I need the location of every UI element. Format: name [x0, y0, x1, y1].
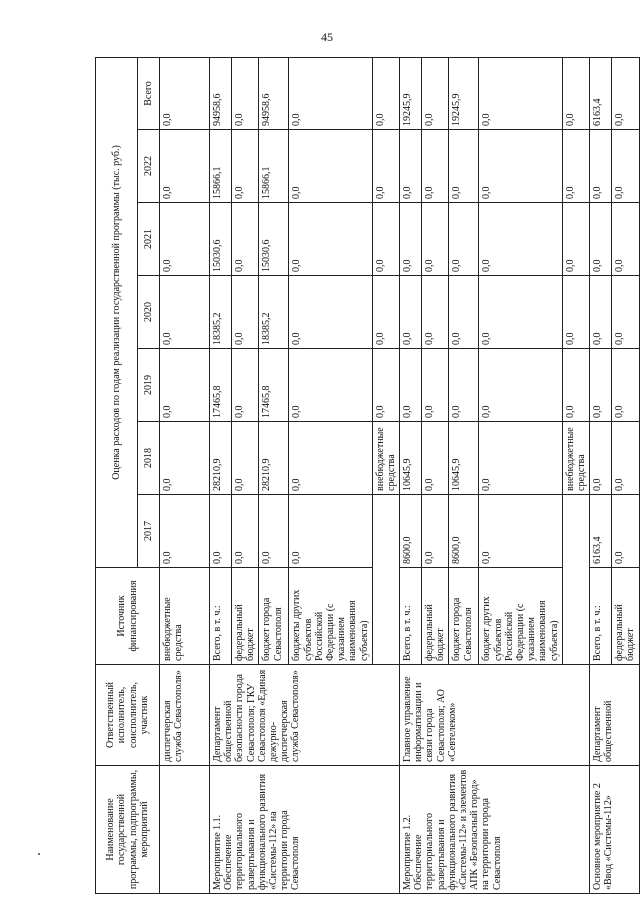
table-row	[160, 57, 210, 893]
cell-source: бюджет города Севастополя	[449, 568, 479, 665]
cell-source: внебюджетные средства	[372, 422, 399, 495]
cell-value: 17465,8	[210, 349, 232, 422]
cell-source: внебюджетные средства	[160, 568, 210, 665]
cell-value: 0,0	[160, 130, 210, 203]
cell-value: 0,0	[590, 203, 612, 276]
cell-value: 15030,6	[210, 203, 232, 276]
cell-value: 0,0	[160, 349, 210, 422]
cell-value: 0,0	[232, 422, 259, 495]
header-name: Наименование государственной программы, подпрограммы, мероприятий	[96, 766, 160, 894]
header-year: 2022	[138, 130, 160, 203]
cell-value: 0,0	[289, 203, 372, 276]
cell-value: 0,0	[422, 495, 449, 568]
rotated-table-area	[95, 58, 637, 894]
cell-value: 0,0	[612, 276, 639, 349]
cell-value: 0,0	[289, 57, 372, 129]
funding-table	[95, 57, 640, 894]
cell-empty	[562, 495, 589, 665]
page-number: 45	[321, 30, 333, 44]
cell-source: бюджет города Севастополя	[259, 568, 289, 665]
cell-value: 0,0	[562, 57, 589, 129]
cell-value: 0,0	[590, 422, 612, 495]
cell-value: 0,0	[590, 276, 612, 349]
cell-value: 15866,1	[210, 130, 232, 203]
cell-source: бюджет других субъектов Российской Федерации (с указанием наименования субъекта)	[479, 568, 562, 665]
cell-value: 94958,6	[259, 57, 289, 129]
cell-value: 0,0	[422, 57, 449, 129]
cell-value: 0,0	[562, 130, 589, 203]
cell-name: Основное мероприятие 2 «Ввод «Системы-112»	[590, 766, 639, 894]
cell-value: 0,0	[210, 495, 232, 568]
table-row	[210, 57, 232, 893]
cell-value: 0,0	[232, 203, 259, 276]
cell-value: 28210,9	[210, 422, 232, 495]
cell-value: 0,0	[422, 130, 449, 203]
cell-value: 0,0	[422, 203, 449, 276]
header-year: 2018	[138, 422, 160, 495]
cell-value: 0,0	[479, 349, 562, 422]
cell-value: 0,0	[590, 349, 612, 422]
cell-empty	[372, 495, 399, 665]
cell-value: 0,0	[479, 203, 562, 276]
cell-value: 0,0	[289, 349, 372, 422]
cell-value: 0,0	[590, 130, 612, 203]
cell-source: федеральный бюджет	[612, 568, 639, 665]
cell-value: 0,0	[160, 495, 210, 568]
cell-value: 0,0	[400, 130, 422, 203]
cell-value: 0,0	[160, 57, 210, 129]
cell-value: 15030,6	[259, 203, 289, 276]
cell-value: 0,0	[160, 276, 210, 349]
cell-value: 0,0	[479, 422, 562, 495]
cell-value: 0,0	[289, 130, 372, 203]
cell-value: 0,0	[232, 130, 259, 203]
cell-source: внебюджетные средства	[562, 422, 589, 495]
cell-value: 0,0	[400, 203, 422, 276]
cell-value: 19245,9	[400, 57, 422, 129]
cell-value: 0,0	[422, 349, 449, 422]
cell-value: 0,0	[612, 349, 639, 422]
cell-value: 0,0	[562, 276, 589, 349]
cell-value: 8600,0	[449, 495, 479, 568]
cell-value: 0,0	[612, 422, 639, 495]
cell-value: 0,0	[372, 276, 399, 349]
rotated-table-container	[95, 58, 637, 894]
cell-value: 0,0	[562, 203, 589, 276]
cell-source: федеральный бюджет	[232, 568, 259, 665]
header-year: 2019	[138, 349, 160, 422]
header-total: Всего	[138, 57, 160, 129]
cell-value: 0,0	[289, 422, 372, 495]
cell-value: 15866,1	[259, 130, 289, 203]
cell-value: 0,0	[449, 349, 479, 422]
cell-source: Всего, в т. ч.:	[210, 568, 232, 665]
cell-value: 0,0	[232, 495, 259, 568]
header-responsible: Ответственный исполнитель, соисполнитель, участник	[96, 665, 160, 766]
cell-value: 17465,8	[259, 349, 289, 422]
table-row	[400, 57, 422, 893]
cell-value: 6163,4	[590, 495, 612, 568]
cell-value: 6163,4	[590, 57, 612, 129]
cell-name: Мероприятие 1.2. Обеспечение территориального развертывания и функционального развития «Системы-112» и элементов АПК «Безопасный город» на территории города Севастополя	[400, 766, 590, 894]
cell-value: 0,0	[612, 57, 639, 129]
cell-value: 0,0	[400, 276, 422, 349]
header-year: 2020	[138, 276, 160, 349]
table-row	[590, 57, 612, 893]
cell-value: 0,0	[479, 130, 562, 203]
scan-speck	[38, 853, 40, 855]
header-year: 2017	[138, 495, 160, 568]
cell-value: 0,0	[479, 57, 562, 129]
cell-value: 18385,2	[210, 276, 232, 349]
cell-value: 0,0	[479, 276, 562, 349]
cell-value: 0,0	[160, 422, 210, 495]
cell-value: 8600,0	[400, 495, 422, 568]
cell-value: 0,0	[232, 349, 259, 422]
cell-value: 0,0	[289, 495, 372, 568]
cell-value: 0,0	[289, 276, 372, 349]
cell-value: 0,0	[449, 130, 479, 203]
cell-responsible: Департамент общественной	[590, 665, 639, 766]
cell-value: 0,0	[612, 495, 639, 568]
cell-name	[160, 766, 210, 894]
cell-value: 0,0	[372, 57, 399, 129]
cell-source: Всего, в т. ч.:	[590, 568, 612, 665]
cell-value: 0,0	[449, 203, 479, 276]
cell-value: 10645,9	[400, 422, 422, 495]
cell-value: 10645,9	[449, 422, 479, 495]
cell-value: 0,0	[372, 349, 399, 422]
cell-value: 0,0	[562, 349, 589, 422]
cell-responsible: Главное управление информатизации и связи города Севастополя; АО «Севтелеком»	[400, 665, 590, 766]
cell-name: Мероприятие 1.1. Обеспечение территориального развертывания и функционального развития «Системы-112» на территории города Севастополя	[210, 766, 400, 894]
cell-responsible: диспетчерская служба Севастополя»	[160, 665, 210, 766]
cell-value: 0,0	[479, 495, 562, 568]
header-estimate: Оценка расходов по годам реализации государственной программы (тыс. руб.)	[96, 57, 138, 567]
cell-value: 19245,9	[449, 57, 479, 129]
cell-value: 0,0	[160, 203, 210, 276]
cell-value: 0,0	[232, 57, 259, 129]
cell-responsible: Департамент общественной безопасности города Севастополя; ГКУ Севастополя «Единая дежурно-диспетчерская служба Севастополя»	[210, 665, 400, 766]
cell-value: 94958,6	[210, 57, 232, 129]
cell-value: 0,0	[422, 276, 449, 349]
cell-value: 0,0	[400, 349, 422, 422]
cell-value: 0,0	[612, 203, 639, 276]
cell-value: 18385,2	[259, 276, 289, 349]
cell-value: 0,0	[372, 130, 399, 203]
header-source: Источник финансирования	[96, 568, 160, 665]
cell-value: 28210,9	[259, 422, 289, 495]
cell-source: федеральный бюджет	[422, 568, 449, 665]
cell-value: 0,0	[612, 130, 639, 203]
cell-value: 0,0	[449, 276, 479, 349]
header-year: 2021	[138, 203, 160, 276]
cell-value: 0,0	[232, 276, 259, 349]
cell-source: бюджеты других субъектов Российской Федерации (с указанием наименования субъекта)	[289, 568, 372, 665]
cell-value: 0,0	[422, 422, 449, 495]
cell-value: 0,0	[259, 495, 289, 568]
cell-value: 0,0	[372, 203, 399, 276]
cell-source: Всего, в т. ч.:	[400, 568, 422, 665]
